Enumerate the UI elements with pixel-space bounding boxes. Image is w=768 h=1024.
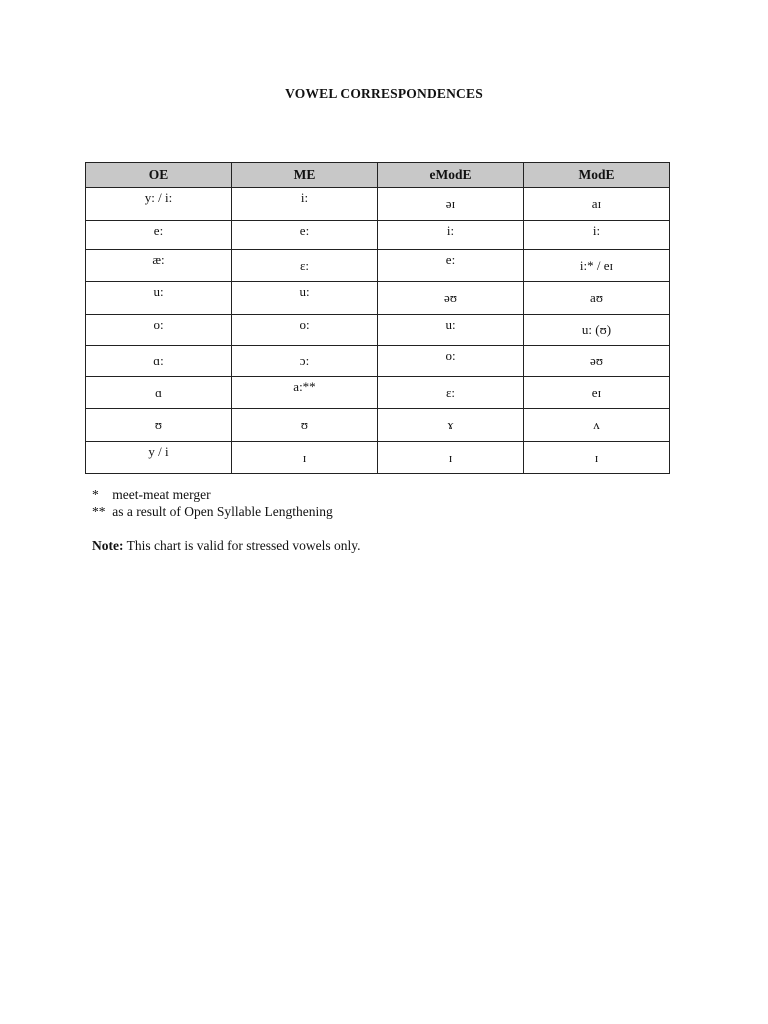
table-cell: ɛ: [378, 377, 524, 409]
table-row [86, 409, 670, 442]
table-cell: y / i [86, 442, 232, 474]
stressed-vowels-note [92, 538, 360, 554]
vowel-correspondence-table [85, 162, 670, 474]
footnote-marker: ** [92, 503, 106, 519]
table-cell: y: / i: [86, 188, 232, 221]
table-cell: eɪ [524, 377, 670, 409]
table-cell: ɪ [232, 442, 378, 474]
table-row [86, 282, 670, 315]
table-cell: æ: [86, 250, 232, 282]
header-me: ME [232, 163, 378, 188]
note-label: Note: [92, 538, 124, 553]
table-cell: e: [86, 221, 232, 250]
table-cell: ɔ: [232, 346, 378, 377]
table-cell: u: [378, 315, 524, 346]
footnotes [92, 487, 333, 520]
table-cell: əʊ [524, 346, 670, 377]
table-cell: ʌ [524, 409, 670, 442]
footnote-text: as a result of Open Syllable Lengthening [112, 503, 333, 519]
table-cell: u: [86, 282, 232, 315]
table-cell: ɑ: [86, 346, 232, 377]
table-row [86, 346, 670, 377]
table-cell: ɤ [378, 409, 524, 442]
footnote-2 [92, 504, 333, 521]
table-cell: aʊ [524, 282, 670, 315]
table-row [86, 442, 670, 474]
table-cell: ʊ [86, 409, 232, 442]
table-cell: ɑ [86, 377, 232, 409]
table-cell: i: [378, 221, 524, 250]
table-cell: ɛ: [232, 250, 378, 282]
table-cell: e: [378, 250, 524, 282]
header-mode: ModE [524, 163, 670, 188]
footnote-1 [92, 487, 333, 504]
table-cell: ɪ [524, 442, 670, 474]
table-cell: i:* / eɪ [524, 250, 670, 282]
table-row [86, 377, 670, 409]
footnote-text: meet-meat merger [112, 487, 211, 502]
table-cell: o: [232, 315, 378, 346]
table-cell: ɪ [378, 442, 524, 474]
table-cell: ʊ [232, 409, 378, 442]
table-row [86, 188, 670, 221]
table-cell: əɪ [378, 188, 524, 221]
table-cell: əʊ [378, 282, 524, 315]
table-cell: e: [232, 221, 378, 250]
table-row [86, 221, 670, 250]
table-cell: i: [524, 221, 670, 250]
table-cell: o: [86, 315, 232, 346]
footnote-marker: * [92, 487, 99, 502]
header-emode: eModE [378, 163, 524, 188]
table-cell: u: (ʊ) [524, 315, 670, 346]
table-row [86, 250, 670, 282]
table-cell: aɪ [524, 188, 670, 221]
table-cell: o: [378, 346, 524, 377]
table-cell: u: [232, 282, 378, 315]
table-cell: a:** [232, 377, 378, 409]
table-header-row [86, 163, 670, 188]
header-oe: OE [86, 163, 232, 188]
note-text: This chart is valid for stressed vowels only. [123, 538, 361, 553]
page-title: VOWEL CORRESPONDENCES [285, 86, 483, 101]
table-cell: i: [232, 188, 378, 221]
table-row [86, 315, 670, 346]
